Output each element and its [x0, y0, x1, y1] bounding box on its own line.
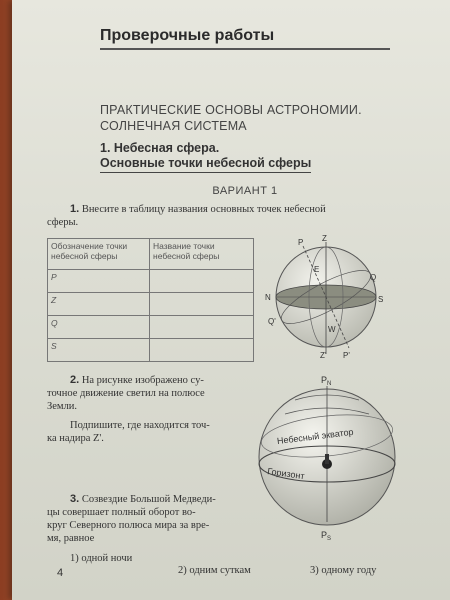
label-horizon: Горизонт: [266, 466, 306, 482]
table-cell-answer[interactable]: [150, 316, 254, 339]
label-q-prime: Q': [268, 317, 276, 326]
task-3-line-1: Созвездие Большой Медведи-: [81, 494, 216, 505]
task-2-text-2: [70, 419, 260, 432]
label-z: Z: [322, 234, 327, 243]
table-cell-symbol: Q: [48, 316, 150, 339]
task-1-text: [70, 203, 390, 216]
table-row: [48, 316, 254, 339]
topic-line-1: ПРАКТИЧЕСКИЕ ОСНОВЫ АСТРОНОМИИ.: [100, 103, 362, 117]
subtopic-line-1: 1. Небесная сфера.: [100, 141, 220, 155]
task-2-line-4: Подпишите, где находится точ-: [70, 420, 210, 431]
table-row: [48, 293, 254, 316]
table-header-row: [48, 239, 254, 270]
option-2[interactable]: 2) одним суткам: [178, 565, 251, 576]
option-1[interactable]: 1) одной ночи: [70, 553, 133, 564]
label-z-prime: Z': [320, 351, 327, 360]
task-2-line-3: Земли.: [47, 401, 78, 412]
header-divider: [100, 48, 390, 50]
table-row: [48, 270, 254, 293]
section-title: Проверочные работы: [100, 27, 275, 44]
table-cell-symbol: S: [48, 339, 150, 362]
table-header-cell: Название точки небесной сферы: [150, 239, 254, 270]
task-3-line-3: круг Северного полюса мира за вре-: [47, 520, 210, 531]
label-p: P: [298, 238, 304, 247]
topic-line-2: СОЛНЕЧНАЯ СИСТЕМА: [100, 119, 247, 133]
task-2-line-2: точное движение светил на полюсе: [47, 388, 205, 399]
subtopic-heading: [100, 141, 390, 173]
observer-body: [325, 454, 329, 464]
task-2-line-1: На рисунке изображено су-: [81, 375, 204, 386]
task-3-line-2: цы совершает полный оборот во-: [47, 507, 196, 518]
task-2-text: [70, 374, 260, 387]
table-header-cell: Обозначение точки небесной сферы: [48, 239, 150, 270]
table-cell-answer[interactable]: [150, 270, 254, 293]
pole-motion-diagram: [255, 372, 405, 542]
label-e: E: [314, 265, 320, 274]
task-2-text-2-cont: ка надира Z'.: [47, 433, 104, 444]
table-row: [48, 339, 254, 362]
label-equator: Небесный экватор: [276, 426, 355, 447]
table-cell-symbol: P: [48, 270, 150, 293]
table-cell-symbol: Z: [48, 293, 150, 316]
task-1-text-cont: сферы.: [47, 217, 79, 228]
label-ps: $P_S$: [321, 530, 332, 542]
task-3-text-cont: [47, 506, 262, 545]
task-2-number: 2.: [70, 374, 80, 386]
task-1-number: 1.: [70, 203, 80, 215]
label-pn: $P_N$: [321, 375, 332, 387]
label-w: W: [328, 325, 336, 334]
task-3-number: 3.: [70, 493, 80, 505]
celestial-sphere-diagram: [258, 232, 398, 362]
variant-label: ВАРИАНТ 1: [212, 185, 278, 197]
option-3[interactable]: 3) одному году: [310, 565, 377, 576]
table-cell-answer[interactable]: [150, 293, 254, 316]
label-p-prime: P': [343, 351, 350, 360]
label-s: S: [378, 295, 384, 304]
task-2-text-cont: [47, 387, 262, 413]
task-3-text: [70, 493, 270, 506]
table-cell-answer[interactable]: [150, 339, 254, 362]
label-q: Q: [370, 273, 377, 282]
subtopic-line-2: Основные точки небесной сферы: [100, 156, 311, 173]
task-1-line-1: Внесите в таблицу названия основных точек небесной: [81, 204, 326, 215]
points-table: [47, 238, 254, 362]
topic-heading: [100, 102, 390, 134]
task-3-line-4: мя, равное: [47, 533, 95, 544]
label-n: N: [265, 293, 271, 302]
page-number: 4: [57, 567, 64, 579]
